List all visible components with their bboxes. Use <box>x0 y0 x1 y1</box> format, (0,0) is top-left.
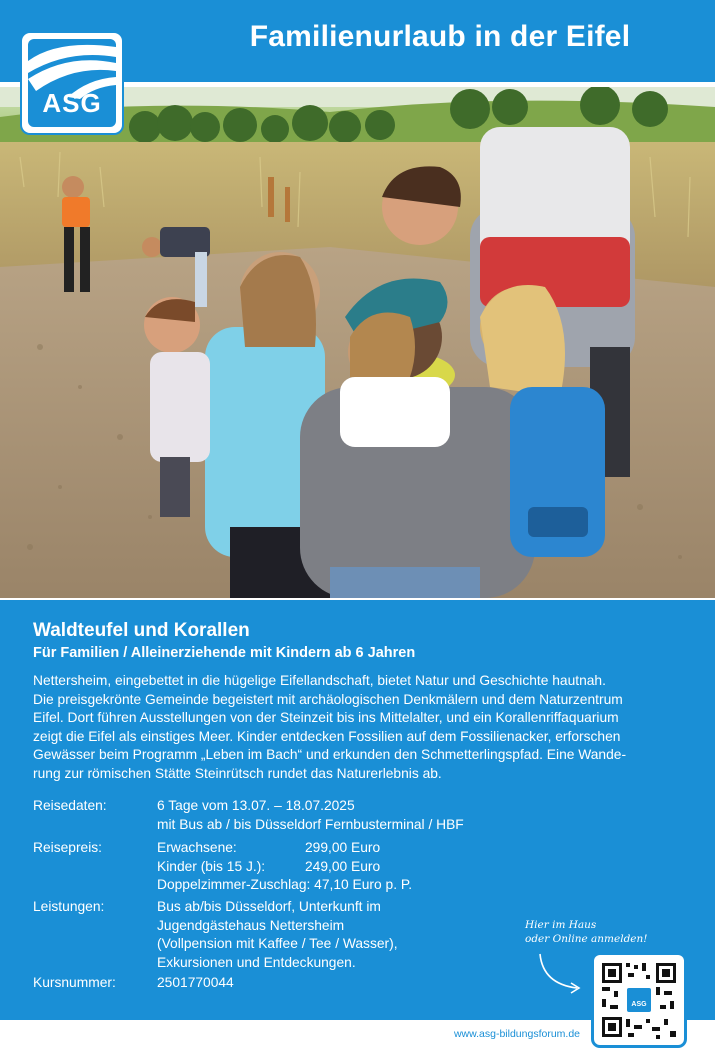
register-hint-line: Hier im Haus <box>525 919 597 931</box>
offer-description <box>33 672 683 783</box>
logo-text: ASG <box>42 88 102 118</box>
services-label: Leistungen: <box>33 899 105 914</box>
services-line: Jugendgästehaus Nettersheim <box>157 917 345 933</box>
description-line: Die preisgekrönte Gemeinde begeistert mit archäologischen Denkmälern und dem Naturzentrum <box>33 691 623 707</box>
adult-price-label: Erwachsene: <box>157 840 237 855</box>
register-hint <box>525 918 675 946</box>
adult-price-value: 299,00 Euro <box>305 840 381 855</box>
asg-logo <box>22 33 122 133</box>
page-title: Familienurlaub in der Eifel <box>249 20 631 53</box>
qr-code[interactable] <box>594 955 684 1045</box>
description-line: Eifel. Dort führen Ausstellungen von der Steinzeit bis ins Mittelalter, und ein Korallenriffaquarium <box>33 710 619 725</box>
qr-code-icon <box>594 955 684 1045</box>
qr-logo-text: ASG <box>631 1001 647 1008</box>
travel-dates-transport: mit Bus ab / bis Düsseldorf Fernbusterminal / HBF <box>157 816 464 832</box>
website-link[interactable]: www.asg-bildungsforum.de <box>453 1028 580 1040</box>
kids-price-value: 249,00 Euro <box>305 858 381 874</box>
description-line: Gewässer beim Programm „Leben im Bach“ und erkunden den Schmetterlingspfad. Eine Wande- <box>33 747 627 762</box>
course-number-label: Kursnummer: <box>33 975 116 990</box>
course-number-value: 2501770044 <box>157 975 234 990</box>
services-line: Bus ab/bis Düsseldorf, Unterkunft im <box>157 899 381 914</box>
travel-dates-label: Reisedaten: <box>33 798 107 813</box>
double-room-surcharge: Doppelzimmer-Zuschlag: 47,10 Euro p. P. <box>157 877 413 892</box>
description-line: rung zur römischen Stätte Steinrütsch rundet das Naturerlebnis ab. <box>33 765 442 781</box>
services-line: Exkursionen und Entdeckungen. <box>157 954 356 970</box>
register-hint-line: oder Online anmelden! <box>525 933 648 945</box>
arrow-icon <box>535 952 595 997</box>
travel-dates-value: 6 Tage vom 13.07. – 18.07.2025 <box>157 798 355 813</box>
price-label: Reisepreis: <box>33 840 103 855</box>
description-line: Nettersheim, eingebettet in die hügelige Eifellandschaft, bietet Natur und Geschichte hautnah. <box>33 673 606 688</box>
family-hike-photo <box>0 87 715 598</box>
offer-title: Waldteufel und Korallen <box>33 620 250 641</box>
offer-subtitle: Für Familien / Alleinerziehende mit Kindern ab 6 Jahren <box>33 645 416 661</box>
services-line: (Vollpension mit Kaffee / Tee / Wasser), <box>157 936 398 951</box>
description-line: zeigt die Eifel als einstiges Meer. Kinder entdecken Fossilien auf dem Fossilienacker, erforschen <box>33 728 621 744</box>
offer-panel <box>0 600 715 1020</box>
kids-price-label: Kinder (bis 15 J.): <box>157 858 266 874</box>
